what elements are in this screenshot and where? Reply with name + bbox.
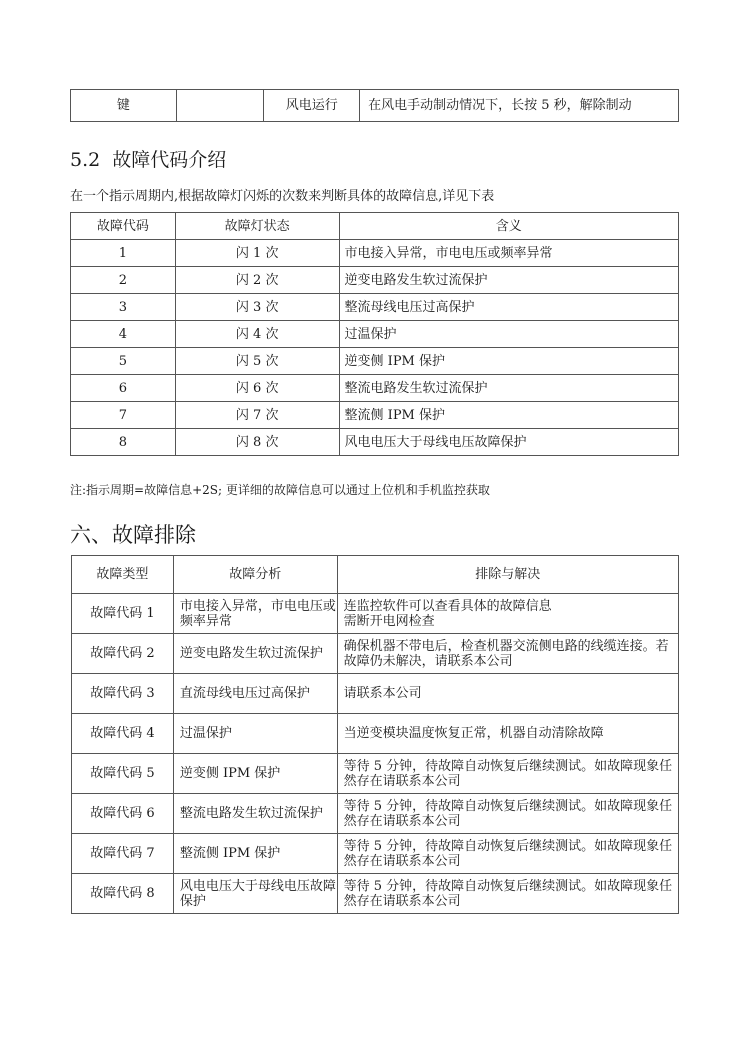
solution-cell: 等待 5 分钟，待故障自动恢复后继续测试。如故障现象任然存在请联系本公司	[337, 794, 678, 834]
blink-cell: 闪 8 次	[175, 429, 339, 456]
meaning-cell: 逆变侧 IPM 保护	[339, 348, 678, 375]
table-row	[71, 90, 679, 122]
blink-cell: 闪 2 次	[175, 267, 339, 294]
table-header-row	[72, 556, 679, 594]
code-cell: 4	[71, 321, 176, 348]
description-cell: 在风电手动制动情况下，长按 5 秒，解除制动	[360, 90, 679, 122]
analysis-cell: 整流电路发生软过流保护	[173, 794, 337, 834]
section-6-heading: 六、故障排除	[70, 523, 196, 547]
code-cell: 6	[71, 375, 176, 402]
fault-type-cell: 故障代码 7	[72, 834, 174, 874]
table-header-row	[71, 213, 679, 240]
solution-cell: 等待 5 分钟，待故障自动恢复后继续测试。如故障现象任然存在请联系本公司	[337, 874, 678, 914]
column-header: 故障类型	[72, 556, 174, 594]
troubleshooting-table	[71, 555, 679, 914]
table-row	[72, 634, 679, 674]
meaning-cell: 整流侧 IPM 保护	[339, 402, 678, 429]
state-cell: 风电运行	[264, 90, 360, 122]
fault-type-cell: 故障代码 2	[72, 634, 174, 674]
analysis-cell: 市电接入异常，市电电压或频率异常	[173, 594, 337, 634]
code-cell: 8	[71, 429, 176, 456]
meaning-cell: 风电电压大于母线电压故障保护	[339, 429, 678, 456]
solution-cell: 连监控软件可以查看具体的故障信息 需断开电网检查	[337, 594, 678, 634]
table-row	[72, 674, 679, 714]
analysis-cell: 逆变电路发生软过流保护	[173, 634, 337, 674]
indicator-note: 注:指示周期=故障信息+2S; 更详细的故障信息可以通过上位机和手机监控获取	[70, 483, 490, 497]
solution-cell: 请联系本公司	[337, 674, 678, 714]
column-header: 故障灯状态	[175, 213, 339, 240]
analysis-cell: 整流侧 IPM 保护	[173, 834, 337, 874]
blink-cell: 闪 4 次	[175, 321, 339, 348]
table-row	[71, 240, 679, 267]
continued-key-table	[70, 89, 679, 122]
code-cell: 3	[71, 294, 176, 321]
table-row	[71, 429, 679, 456]
table-row	[71, 321, 679, 348]
solution-cell: 当逆变模块温度恢复正常，机器自动清除故障	[337, 714, 678, 754]
analysis-cell: 过温保护	[173, 714, 337, 754]
column-header: 含义	[339, 213, 678, 240]
table-row	[72, 874, 679, 914]
table-row	[71, 402, 679, 429]
meaning-cell: 整流电路发生软过流保护	[339, 375, 678, 402]
column-header: 故障分析	[173, 556, 337, 594]
fault-type-cell: 故障代码 6	[72, 794, 174, 834]
table-row	[72, 594, 679, 634]
table-row	[72, 714, 679, 754]
code-cell: 2	[71, 267, 176, 294]
fault-type-cell: 故障代码 4	[72, 714, 174, 754]
table-row	[71, 267, 679, 294]
analysis-cell: 逆变侧 IPM 保护	[173, 754, 337, 794]
fault-type-cell: 故障代码 1	[72, 594, 174, 634]
meaning-cell: 过温保护	[339, 321, 678, 348]
section-5-2-heading: 5.2 故障代码介绍	[70, 149, 227, 171]
table-row	[71, 294, 679, 321]
fault-type-cell: 故障代码 3	[72, 674, 174, 714]
fault-code-table	[70, 212, 679, 456]
column-header: 排除与解决	[337, 556, 678, 594]
empty-cell	[176, 90, 264, 122]
fault-type-cell: 故障代码 5	[72, 754, 174, 794]
meaning-cell: 逆变电路发生软过流保护	[339, 267, 678, 294]
table-row	[72, 754, 679, 794]
code-cell: 5	[71, 348, 176, 375]
meaning-cell: 整流母线电压过高保护	[339, 294, 678, 321]
solution-cell: 确保机器不带电后，检查机器交流侧电路的线缆连接。若故障仍未解决，请联系本公司	[337, 634, 678, 674]
meaning-cell: 市电接入异常，市电电压或频率异常	[339, 240, 678, 267]
table-row	[71, 375, 679, 402]
table-row	[71, 348, 679, 375]
blink-cell: 闪 3 次	[175, 294, 339, 321]
code-cell: 1	[71, 240, 176, 267]
blink-cell: 闪 1 次	[175, 240, 339, 267]
analysis-cell: 风电电压大于母线电压故障保护	[173, 874, 337, 914]
solution-cell: 等待 5 分钟，待故障自动恢复后继续测试。如故障现象任然存在请联系本公司	[337, 834, 678, 874]
code-cell: 7	[71, 402, 176, 429]
blink-cell: 闪 7 次	[175, 402, 339, 429]
table-row	[72, 794, 679, 834]
key-cell: 键	[71, 90, 177, 122]
section-5-2-intro: 在一个指示周期内,根据故障灯闪烁的次数来判断具体的故障信息,详见下表	[70, 189, 495, 204]
column-header: 故障代码	[71, 213, 176, 240]
blink-cell: 闪 6 次	[175, 375, 339, 402]
blink-cell: 闪 5 次	[175, 348, 339, 375]
table-row	[72, 834, 679, 874]
analysis-cell: 直流母线电压过高保护	[173, 674, 337, 714]
solution-cell: 等待 5 分钟，待故障自动恢复后继续测试。如故障现象任然存在请联系本公司	[337, 754, 678, 794]
fault-type-cell: 故障代码 8	[72, 874, 174, 914]
